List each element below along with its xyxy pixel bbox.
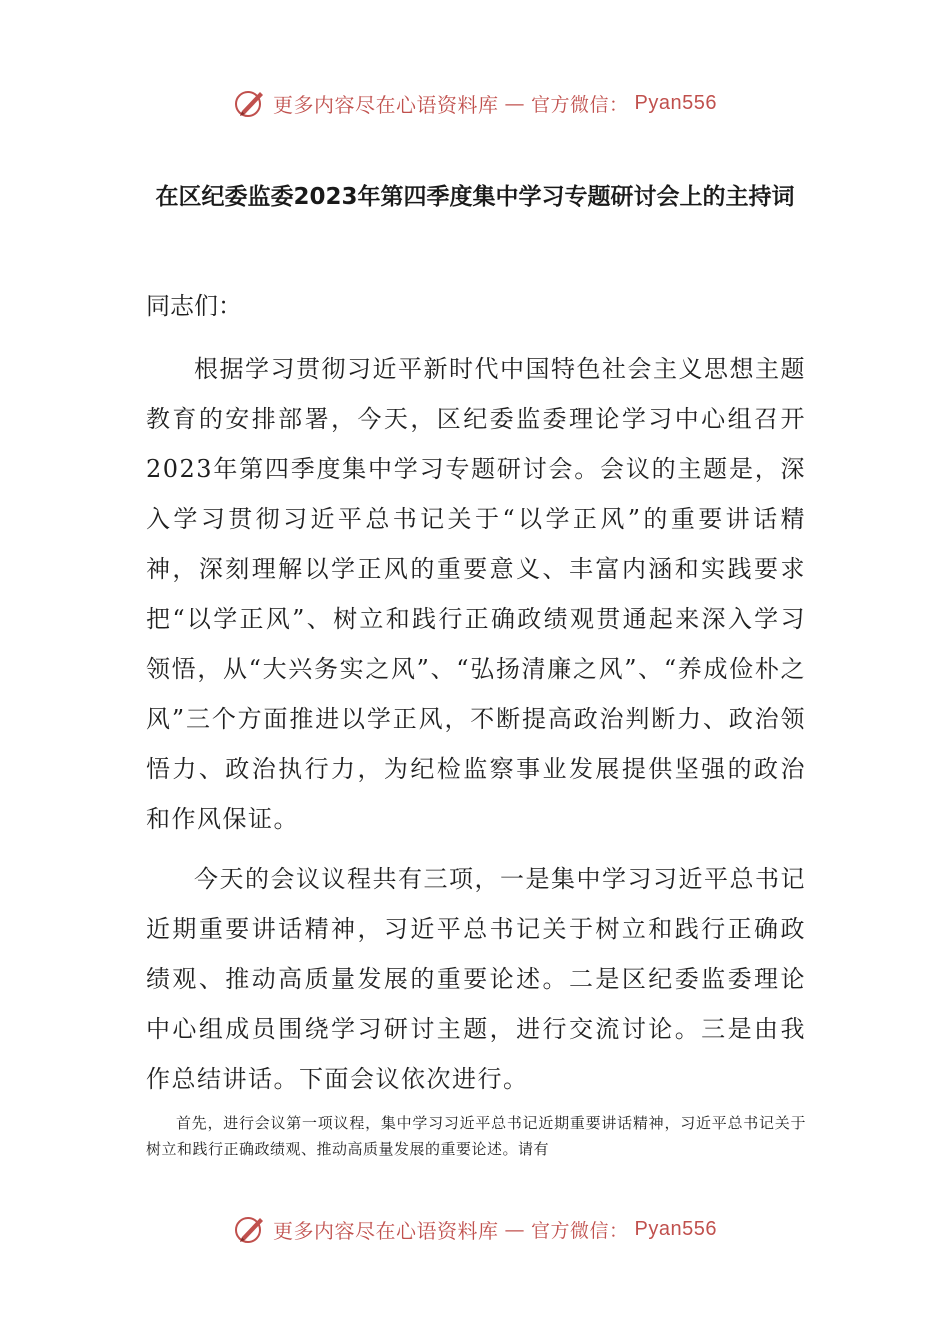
watermark-wechat-id: Pyan556 xyxy=(634,91,717,114)
greeting: 同志们： xyxy=(146,292,242,320)
watermark-separator: — xyxy=(504,1217,525,1241)
pen-logo-icon xyxy=(233,1212,267,1246)
watermark-header xyxy=(0,86,950,120)
paragraph-intro: 根据学习贯彻习近平新时代中国特色社会主义思想主题教育的安排部署，今天，区纪委监委理论学习中心组召开2023年第四季度集中学习专题研讨会。会议的主题是，深入学习贯彻习近平总书记关于“以学正风”的重要讲话精神，深刻理解以学正风的重要意义、丰富内涵和实践要求把“以学正风”、树立和践行正确政绩观贯通起来深入学习领悟，从“大兴务实之风”、“弘扬清廉之风”、“养成俭朴之风”三个方面推进以学正风，不断提高政治判断力、政治领悟力、政治执行力，为纪检监察事业发展提供坚强的政治和作风保证。 xyxy=(146,355,806,833)
watermark-label: 官方微信： xyxy=(531,1219,629,1242)
document-title: 在区纪委监委2023年第四季度集中学习专题研讨会上的主持词 xyxy=(155,184,795,210)
paragraph-first-item: 首先，进行会议第一项议程，集中学习习近平总书记近期重要讲话精神，习近平总书记关于树立和践行正确政绩观、推动高质量发展的重要论述。请有 xyxy=(146,1114,806,1158)
paragraph-agenda: 今天的会议议程共有三项，一是集中学习习近平总书记近期重要讲话精神，习近平总书记关于树立和践行正确政绩观、推动高质量发展的重要论述。二是区纪委监委理论中心组成员围绕学习研讨主题，进行交流讨论。三是由我作总结讲话。下面会议依次进行。 xyxy=(146,865,806,1093)
pen-logo-icon xyxy=(233,86,267,120)
watermark-text: 更多内容尽在心语资料库 xyxy=(273,1218,499,1243)
watermark-separator: — xyxy=(504,91,525,115)
watermark-text: 更多内容尽在心语资料库 xyxy=(273,92,499,117)
watermark-footer xyxy=(0,1212,950,1246)
watermark-wechat-id: Pyan556 xyxy=(634,1217,717,1240)
watermark-label: 官方微信： xyxy=(531,93,629,116)
